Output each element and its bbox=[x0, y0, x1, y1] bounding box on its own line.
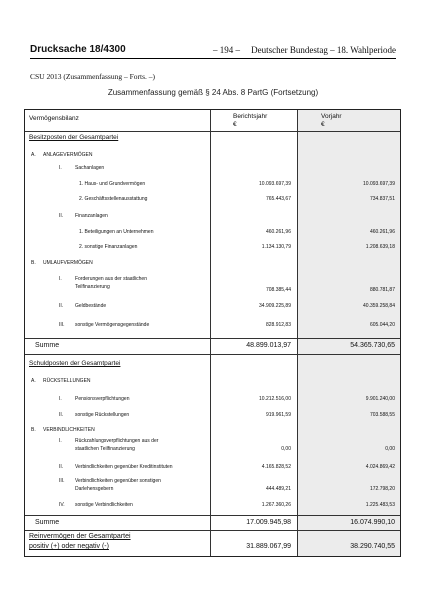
subsection-label: Finanzanlagen bbox=[75, 213, 108, 219]
row-label: Pensionsverpflichtungen bbox=[75, 396, 130, 402]
row-value-current: 708.385,44 bbox=[265, 287, 291, 293]
row-value-current: 460.261,96 bbox=[265, 229, 291, 235]
row-value-current: 919.961,59 bbox=[265, 412, 291, 418]
row-value-current: 1.267.360,26 bbox=[261, 502, 291, 508]
row-label: Geldbestände bbox=[75, 303, 107, 309]
row-value-prior: 1.208.639,18 bbox=[365, 244, 395, 250]
section-number: B. bbox=[31, 260, 36, 266]
row-label: Rückzahlungsverpflichtungen aus der bbox=[75, 438, 159, 444]
row-label: sonstige Verbindlichkeiten bbox=[75, 502, 133, 508]
publisher: Deutscher Bundestag – 18. Wahlperiode bbox=[251, 45, 396, 55]
row-label: 2. sonstige Finanzanlagen bbox=[79, 244, 138, 250]
row-value-prior: 9.901.240,00 bbox=[365, 396, 395, 402]
subsection-number: III. bbox=[59, 478, 65, 484]
row-value-prior: 40.359.258,84 bbox=[363, 303, 395, 309]
column-divider bbox=[210, 110, 211, 556]
subsection-number: I. bbox=[59, 276, 62, 282]
row-label: Forderungen aus der staatlichen bbox=[75, 276, 147, 282]
liabilities-sum-prior: 16.074.990,10 bbox=[350, 519, 395, 526]
page-header bbox=[30, 44, 396, 59]
row-label: Verbindlichkeiten gegenüber sonstigen bbox=[75, 478, 161, 484]
liabilities-sum-current: 17.009.945,98 bbox=[246, 519, 291, 526]
liabilities-sum-label: Summe bbox=[35, 519, 60, 526]
section-label: RÜCKSTELLUNGEN bbox=[43, 378, 91, 384]
section-number: A. bbox=[31, 152, 36, 158]
page-number: – 194 – bbox=[213, 45, 240, 55]
subsection-number: III. bbox=[59, 322, 65, 328]
balance-sheet-table bbox=[24, 109, 401, 557]
net-assets-label-continued: positiv (+) oder negativ (-) bbox=[29, 543, 109, 550]
row-value-current: 444.489,21 bbox=[265, 486, 291, 492]
row-value-current: 765.443,67 bbox=[265, 196, 291, 202]
row-label: 2. Geschäftsstellenausstattung bbox=[79, 196, 148, 202]
subsection-number: II. bbox=[59, 303, 64, 309]
section-number: B. bbox=[31, 427, 36, 433]
row-value-prior: 734.837,51 bbox=[369, 196, 395, 202]
section-label: VERBINDLICHKEITEN bbox=[43, 427, 95, 433]
row-label: 1. Haus- und Grundvermögen bbox=[79, 181, 146, 187]
row-divider bbox=[25, 131, 400, 132]
row-value-current: 10.093.697,39 bbox=[259, 181, 291, 187]
liabilities-heading: Schuldposten der Gesamtpartei bbox=[29, 360, 121, 367]
document-number: Drucksache 18/4300 bbox=[30, 44, 126, 55]
assets-sum-prior: 54.365.730,65 bbox=[350, 342, 395, 349]
row-value-prior: 703.588,55 bbox=[369, 412, 395, 418]
row-value-prior: 0,00 bbox=[385, 446, 395, 452]
row-label-continued: Darlehensgebern bbox=[75, 486, 114, 492]
section-heading: CSU 2013 (Zusammenfassung – Forts. –) bbox=[30, 72, 155, 81]
row-value-prior: 4.024.869,42 bbox=[365, 464, 395, 470]
row-divider bbox=[25, 515, 400, 516]
row-label: sonstige Vermögensgegenstände bbox=[75, 322, 150, 328]
row-label: 1. Beteiligungen an Unternehmen bbox=[79, 229, 154, 235]
subsection-number: I. bbox=[59, 165, 62, 171]
subsection-number: I. bbox=[59, 438, 62, 444]
row-value-current: 34.909.225,89 bbox=[259, 303, 291, 309]
row-value-prior: 1.225.483,53 bbox=[365, 502, 395, 508]
assets-sum-current: 48.899.013,97 bbox=[246, 342, 291, 349]
subsection-number: II. bbox=[59, 464, 64, 470]
row-value-prior: 605.044,20 bbox=[369, 322, 395, 328]
column-header-prior-unit: € bbox=[321, 121, 325, 128]
column-header-current: Berichtsjahr bbox=[233, 113, 268, 120]
row-value-current: 4.165.828,52 bbox=[261, 464, 291, 470]
row-value-current: 828.912,83 bbox=[265, 322, 291, 328]
row-label: Verbindlichkeiten gegenüber Kreditinstituten bbox=[75, 464, 173, 470]
row-value-prior: 172.798,20 bbox=[369, 486, 395, 492]
row-label-continued: Teilfinanzierung bbox=[75, 284, 110, 290]
section-label: ANLAGEVERMÖGEN bbox=[43, 152, 93, 158]
section-label: UMLAUFVERMÖGEN bbox=[43, 260, 93, 266]
row-label: sonstige Rückstellungen bbox=[75, 412, 130, 418]
net-assets-label: Reinvermögen der Gesamtpartei bbox=[29, 533, 131, 540]
section-number: A. bbox=[31, 378, 36, 384]
column-header-current-unit: € bbox=[233, 121, 237, 128]
row-value-prior: 10.093.697,39 bbox=[363, 181, 395, 187]
column-divider bbox=[297, 110, 298, 556]
row-value-current: 10.212.516,00 bbox=[259, 396, 291, 402]
row-value-current: 0,00 bbox=[281, 446, 291, 452]
table-title: Zusammenfassung gemäß § 24 Abs. 8 PartG (Fortsetzung) bbox=[107, 88, 319, 97]
net-assets-prior: 38.290.740,55 bbox=[350, 543, 395, 550]
subsection-label: Sachanlagen bbox=[75, 165, 105, 171]
subsection-number: II. bbox=[59, 412, 64, 418]
subsection-number: I. bbox=[59, 396, 62, 402]
row-divider bbox=[25, 354, 400, 355]
column-header-label: Vermögensbilanz bbox=[29, 115, 79, 122]
subsection-number: IV. bbox=[59, 502, 65, 508]
assets-heading: Besitzposten der Gesamtpartei bbox=[29, 134, 119, 141]
row-label-continued: staatlichen Teilfinanzierung bbox=[75, 446, 135, 452]
column-header-prior: Vorjahr bbox=[321, 113, 342, 120]
net-assets-current: 31.889.067,99 bbox=[246, 543, 291, 550]
row-value-prior: 460.261,96 bbox=[369, 229, 395, 235]
row-divider bbox=[25, 338, 400, 339]
row-value-current: 1.134.130,79 bbox=[261, 244, 291, 250]
assets-sum-label: Summe bbox=[35, 342, 60, 349]
row-divider bbox=[25, 530, 400, 531]
row-value-prior: 880.781,87 bbox=[369, 287, 395, 293]
subsection-number: II. bbox=[59, 213, 64, 219]
